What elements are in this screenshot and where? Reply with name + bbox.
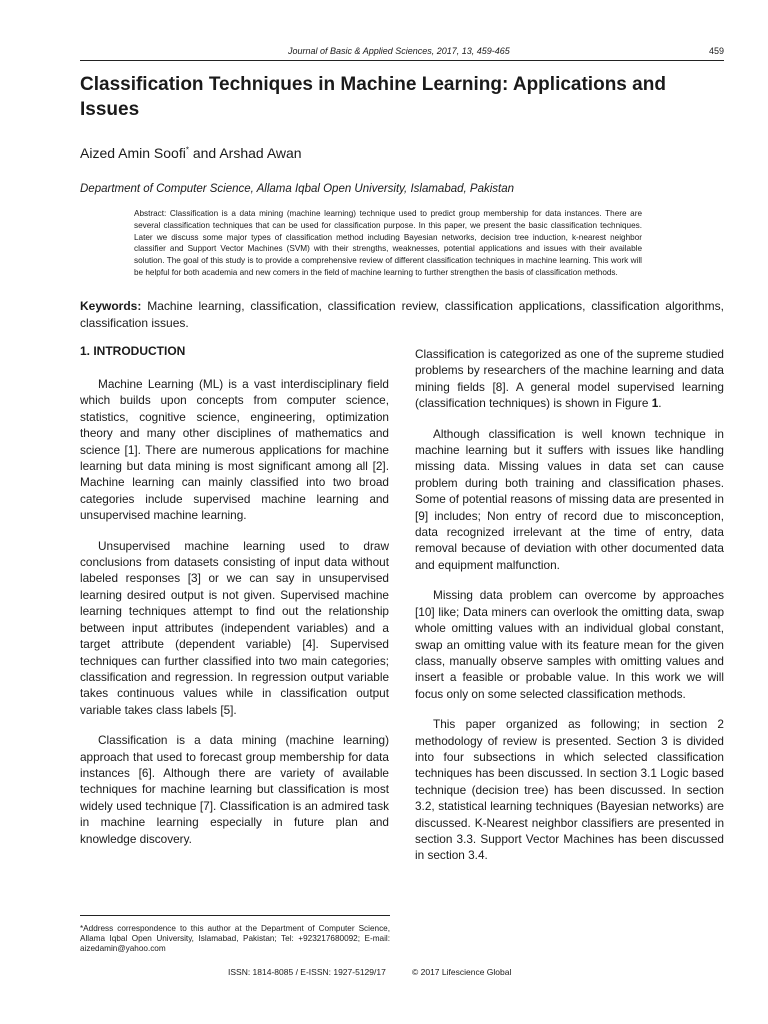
author-1: Aized Amin Soofi bbox=[80, 145, 186, 161]
paragraph-text: Classification is categorized as one of the supreme studied problems by researchers of the machine learning and data mining fields [8]. A general model supervised learning (classification techniques) is shown in Figure bbox=[415, 347, 724, 411]
author-2: Arshad Awan bbox=[219, 145, 302, 161]
column-right bbox=[415, 346, 724, 878]
footnote-divider bbox=[80, 915, 390, 916]
page-number: 459 bbox=[708, 46, 724, 56]
journal-citation: Journal of Basic & Applied Sciences, 2017, 13, 459-465 bbox=[288, 46, 510, 56]
paragraph bbox=[415, 346, 724, 412]
keywords-list: Machine learning, classification, classification review, classification applications, classification algorithms, classification issues. bbox=[80, 299, 724, 330]
column-left bbox=[80, 376, 389, 861]
corresponding-mark: * bbox=[185, 145, 189, 155]
footnote: *Address correspondence to this author at the Department of Computer Science, Allama Iqbal Open University, Islamabad, Pakistan; Tel: +923217680092; E-mail: aizedamin@yahoo.com bbox=[80, 924, 390, 953]
paragraph: Missing data problem can overcome by approaches [10] like; Data miners can overlook the omitting data, swap whole omitting values with an individual global constant, swap an omitting value with its feature mean for the given class, manually observe samples with omitting values and insert a feasible or probable value. In this work we will focus only on some selected classification methods. bbox=[415, 588, 724, 701]
paragraph: Unsupervised machine learning used to draw conclusions from datasets consisting of input data without labeled responses [3] or we can say in unsupervised learning desired output is not given. Supervised machine learning techniques attempt to find out the relationship between input attributes (independent variables) and a target attribute (dependent variable) [4]. Supervised techniques can further classified into two main categories; classification and regression. In regression output variable takes continuous values while in classification output variable takes class labels [5]. bbox=[80, 538, 389, 717]
article-title: Classification Techniques in Machine Learning: Applications and Issues bbox=[80, 74, 666, 120]
figure-ref[interactable]: 1 bbox=[651, 396, 659, 411]
issn: ISSN: 1814-8085 / E-ISSN: 1927-5129/17 bbox=[228, 967, 386, 977]
paragraph: Machine Learning (ML) is a vast interdisciplinary field which builds upon concepts from computer science, statistics, cognitive science, engineering, optimization theory and many other disciplines of mathematics and science [1]. There are numerous applications for machine learning but data mining is most significant among all [2]. Machine learning can mainly classified into two broad categories include supervised machine learning and unsupervised machine learning. bbox=[80, 377, 389, 523]
paragraph-end: . bbox=[658, 396, 662, 411]
paragraph: This paper organized as following; in section 2 methodology of review is presented. Section 3 is divided into four subsections in which selected classification techniques has been discussed. In section 3.1 Logic based technique (decision tree) has been discussed. In section 3.2, statistical learning techniques (Bayesian networks) are discussed. K-Nearest neighbor classifiers are presented in section 3.3. Support Vector Machines has been discussed in section 3.4. bbox=[415, 717, 724, 863]
paragraph: Although classification is well known technique in machine learning but it suffers with issues like handling missing data. Missing values in data set can cause problem during both training and classification phases. Some of potential reasons of missing data are presented in [9] includes; Non entry of record due to misconception, data recognized irrelevant at the time of entry, data removal because of deviation with other documented data and equipment malfunction. bbox=[415, 426, 724, 572]
affiliation: Department of Computer Science, Allama Iqbal Open University, Islamabad, Pakistan bbox=[80, 183, 515, 195]
section-heading: 1. INTRODUCTION bbox=[80, 344, 186, 358]
copyright: © 2017 Lifescience Global bbox=[412, 967, 512, 977]
keywords bbox=[80, 298, 724, 332]
abstract: Abstract: Classification is a data mining (machine learning) technique used to predict group membership for data instances. There are several classification techniques that can be used for classification purpose. In this paper, we present the basic classification techniques. Later we discuss some major types of classification method including Bayesian networks, decision tree induction, k-nearest neighbor classifier and Support Vector Machines (SVM) with their strengths, weaknesses, potential applications and issues with their available solution. The goal of this study is to provide a comprehensive review of different classification techniques in machine learning. This work will be helpful for both academia and new comers in the field of machine learning to further strengthen the basis of classification methods. bbox=[134, 209, 642, 277]
author-line bbox=[80, 145, 302, 161]
paragraph: Classification is a data mining (machine learning) approach that used to forecast group membership for data instances [6]. Although there are variety of available techniques for machine learning but classification is most widely used technique [7]. Classification is an admired task in machine learning especially in future plan and knowledge discovery. bbox=[80, 733, 389, 846]
header-divider bbox=[80, 60, 724, 61]
keywords-label: Keywords: bbox=[80, 299, 142, 313]
author-separator: and bbox=[188, 145, 220, 161]
